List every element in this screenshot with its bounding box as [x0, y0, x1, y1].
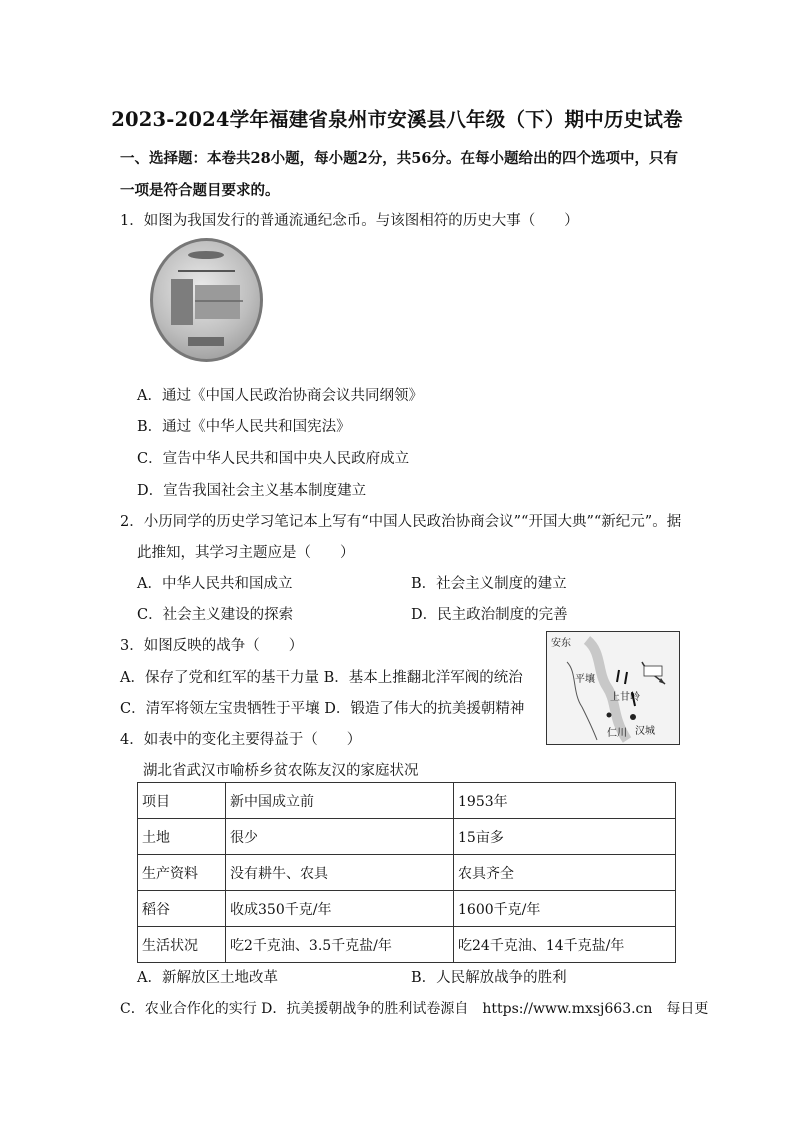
table-cell: 没有耕牛、农具 [226, 855, 454, 891]
q3-options-line2: C．清军将领左宝贵牺牲于平壤 D．锻造了伟大的抗美援朝精神 [120, 701, 525, 717]
table-cell: 吃2千克油、3.5千克盐/年 [226, 927, 454, 963]
table-header-row [138, 783, 676, 819]
map-label-shangganling: 上甘岭 [610, 692, 640, 703]
q2-stem-line1: 2．小历同学的历史学习笔记本上写有“中国人民政治协商会议”“开国大典”“新纪元”。据 [120, 514, 682, 530]
q2-option-b: B．社会主义制度的建立 [411, 576, 567, 592]
commemorative-coin-image [150, 238, 263, 362]
table-row [138, 927, 676, 963]
table-header-cell: 新中国成立前 [226, 783, 454, 819]
q2-option-a: A．中华人民共和国成立 [137, 576, 293, 592]
map-label-andong: 安东 [551, 638, 571, 649]
section-heading-line2: 一项是符合题目要求的。 [120, 182, 280, 199]
table-cell: 农具齐全 [454, 855, 676, 891]
q2-option-d: D．民主政治制度的完善 [411, 607, 568, 623]
q4-stem: 4．如表中的变化主要得益于（ ） [120, 732, 362, 748]
table-cell: 收成350千克/年 [226, 891, 454, 927]
q4-option-a: A．新解放区土地改革 [137, 970, 278, 986]
q3-stem: 3．如图反映的战争（ ） [120, 638, 304, 654]
table-header-cell: 项目 [138, 783, 226, 819]
q4-option-b: B．人民解放战争的胜利 [411, 970, 567, 986]
table-cell: 生活状况 [138, 927, 226, 963]
q1-option-d: D．宣告我国社会主义基本制度建立 [137, 483, 367, 499]
korean-war-map [546, 631, 680, 745]
table-cell: 吃24千克油、14千克盐/年 [454, 927, 676, 963]
map-label-pyongyang: 平壤 [575, 674, 595, 685]
q1-option-c: C．宣告中华人民共和国中央人民政府成立 [137, 451, 410, 467]
q1-option-b: B．通过《中华人民共和国宪法》 [137, 419, 351, 435]
table-cell: 稻谷 [138, 891, 226, 927]
section-heading-line1: 一、选择题：本卷共28小题，每小题2分，共56分。在每小题给出的四个选项中，只有 [120, 150, 678, 167]
table-cell: 土地 [138, 819, 226, 855]
family-status-table [137, 782, 676, 963]
map-label-seoul: 汉城 [635, 726, 655, 737]
q1-option-a: A．通过《中国人民政治协商会议共同纲领》 [137, 388, 423, 404]
table-row [138, 855, 676, 891]
table-row [138, 891, 676, 927]
table-cell: 15亩多 [454, 819, 676, 855]
q3-options-line1: A．保存了党和红军的基干力量 B．基本上推翻北洋军阀的统治 [120, 670, 523, 686]
q2-stem-line2: 此推知，其学习主题应是（ ） [137, 545, 355, 561]
table-row [138, 819, 676, 855]
q4-footer-line: C．农业合作化的实行 D．抗美援朝战争的胜利试卷源自 https://www.mxsj663.cn 每日更 [120, 1001, 709, 1017]
table-header-cell: 1953年 [454, 783, 676, 819]
q4-table-caption: 湖北省武汉市喻桥乡贫农陈友汉的家庭状况 [143, 763, 419, 779]
page-title: 2023-2024学年福建省泉州市安溪县八年级（下）期中历史试卷 [111, 108, 683, 131]
q1-stem: 1．如图为我国发行的普通流通纪念币。与该图相符的历史大事（ ） [120, 213, 579, 229]
map-label-incheon: 仁川 [607, 728, 627, 739]
table-cell: 1600千克/年 [454, 891, 676, 927]
table-cell: 生产资料 [138, 855, 226, 891]
q2-option-c: C．社会主义建设的探索 [137, 607, 294, 623]
table-cell: 很少 [226, 819, 454, 855]
